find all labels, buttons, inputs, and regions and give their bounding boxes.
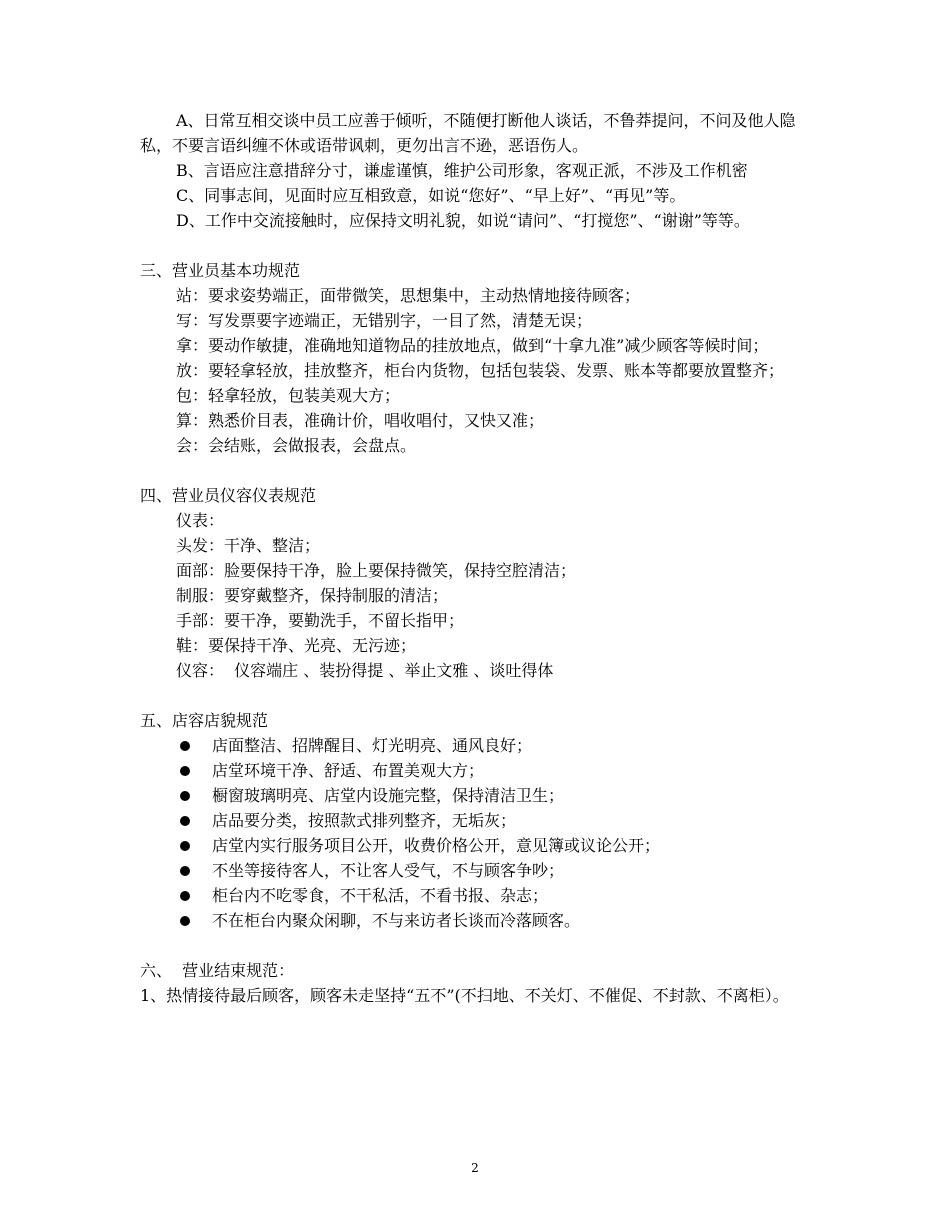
bullet-icon — [180, 791, 190, 801]
page-number: 2 — [471, 1161, 479, 1175]
bullet-icon — [180, 916, 190, 926]
section-3-item: 拿：要动作敏捷，准确地知道物品的挂放地点，做到“十拿九准”减少顾客等候时间； — [176, 336, 769, 355]
spacer — [140, 233, 812, 258]
list-item-text: 店堂环境干净、舒适、布置美观大方； — [212, 761, 485, 780]
section-3-item: 包：轻拿轻放，包装美观大方； — [176, 386, 401, 405]
section-6-heading: 六、 营业结束规范： — [140, 961, 295, 980]
paragraph-d: D、工作中交流接触时，应保持文明礼貌，如说“请问”、“打搅您”、“谢谢”等等。 — [176, 211, 750, 230]
section-2-items — [140, 108, 812, 233]
list-item — [176, 808, 812, 833]
paragraph-c: C、同事志间，见面时应互相致意，如说“您好”、“早上好”、“再见”等。 — [176, 186, 686, 205]
section-4-heading: 四、营业员仪容仪表规范 — [140, 486, 317, 505]
section-3-item: 写：写发票要字迹端正，无错别字，一目了然，清楚无误； — [176, 311, 593, 330]
section-4-item: 面部：脸要保持干净，脸上要保持微笑，保持空腔清洁； — [176, 561, 577, 580]
section-5 — [140, 708, 812, 933]
paragraph-b: B、言语应注意措辞分寸，谦虚谨慎，维护公司形象，客观正派，不涉及工作机密 — [176, 161, 748, 180]
list-item — [176, 758, 812, 783]
list-item — [176, 783, 812, 808]
bullet-icon — [180, 891, 190, 901]
list-item — [176, 733, 812, 758]
section-6-item: 1、热情接待最后顾客，顾客未走坚持“五不”(不扫地、不关灯、不催促、不封款、不离柜）。 — [140, 986, 789, 1005]
list-item — [176, 833, 812, 858]
section-6 — [140, 958, 812, 1008]
spacer — [140, 458, 812, 483]
document-page — [140, 108, 812, 1008]
section-3-item: 放：要轻拿轻放，挂放整齐，柜台内货物，包括包装袋、发票、账本等都要放置整齐； — [176, 361, 785, 380]
section-3-item: 会：会结账，会做报表，会盘点。 — [176, 436, 417, 455]
bullet-list — [140, 733, 812, 933]
section-4-item: 手部：要干净，要勤洗手，不留长指甲； — [176, 611, 465, 630]
spacer — [140, 683, 812, 708]
bullet-icon — [180, 866, 190, 876]
section-4-item: 制服：要穿戴整齐，保持制服的清洁； — [176, 586, 449, 605]
bullet-icon — [180, 816, 190, 826]
list-item — [176, 858, 812, 883]
bullet-icon — [180, 841, 190, 851]
list-item-text: 柜台内不吃零食，不干私活，不看书报、杂志； — [212, 886, 549, 905]
section-3-item: 站：要求姿势端正，面带微笑，思想集中，主动热情地接待顾客； — [176, 286, 641, 305]
list-item-text: 不在柜台内聚众闲聊，不与来访者长谈而冷落顾客。 — [212, 911, 581, 930]
section-4 — [140, 483, 812, 683]
bullet-icon — [180, 766, 190, 776]
bullet-icon — [180, 741, 190, 751]
list-item-text: 店品要分类，按照款式排列整齐，无垢灰； — [212, 811, 517, 830]
list-item-text: 店面整洁、招牌醒目、灯光明亮、通风良好； — [212, 736, 533, 755]
spacer — [140, 933, 812, 958]
section-3 — [140, 258, 812, 458]
list-item-text: 橱窗玻璃明亮、店堂内设施完整，保持清洁卫生； — [212, 786, 565, 805]
section-4-item: 仪容： 仪容端庄 、装扮得提 、举止文雅 、谈吐得体 — [176, 661, 554, 680]
list-item-text: 店堂内实行服务项目公开，收费价格公开，意见簿或议论公开； — [212, 836, 661, 855]
section-4-item: 头发：干净、整洁； — [176, 536, 321, 555]
section-3-heading: 三、营业员基本功规范 — [140, 261, 301, 280]
list-item — [176, 883, 812, 908]
section-5-heading: 五、店容店貌规范 — [140, 711, 269, 730]
section-4-item: 鞋：要保持干净、光亮、无污迹； — [176, 636, 417, 655]
section-3-item: 算：熟悉价目表，准确计价，唱收唱付，又快又准； — [176, 411, 545, 430]
section-4-intro: 仪表： — [176, 511, 225, 530]
list-item — [176, 908, 812, 933]
paragraph-a: A、日常互相交谈中员工应善于倾听，不随便打断他人谈话，不鲁莽提问，不问及他人隐私，不要言语纠缠不休或语带讽刺，更勿出言不逊，恶语伤人。 — [140, 111, 796, 155]
list-item-text: 不坐等接待客人，不让客人受气，不与顾客争吵； — [212, 861, 565, 880]
